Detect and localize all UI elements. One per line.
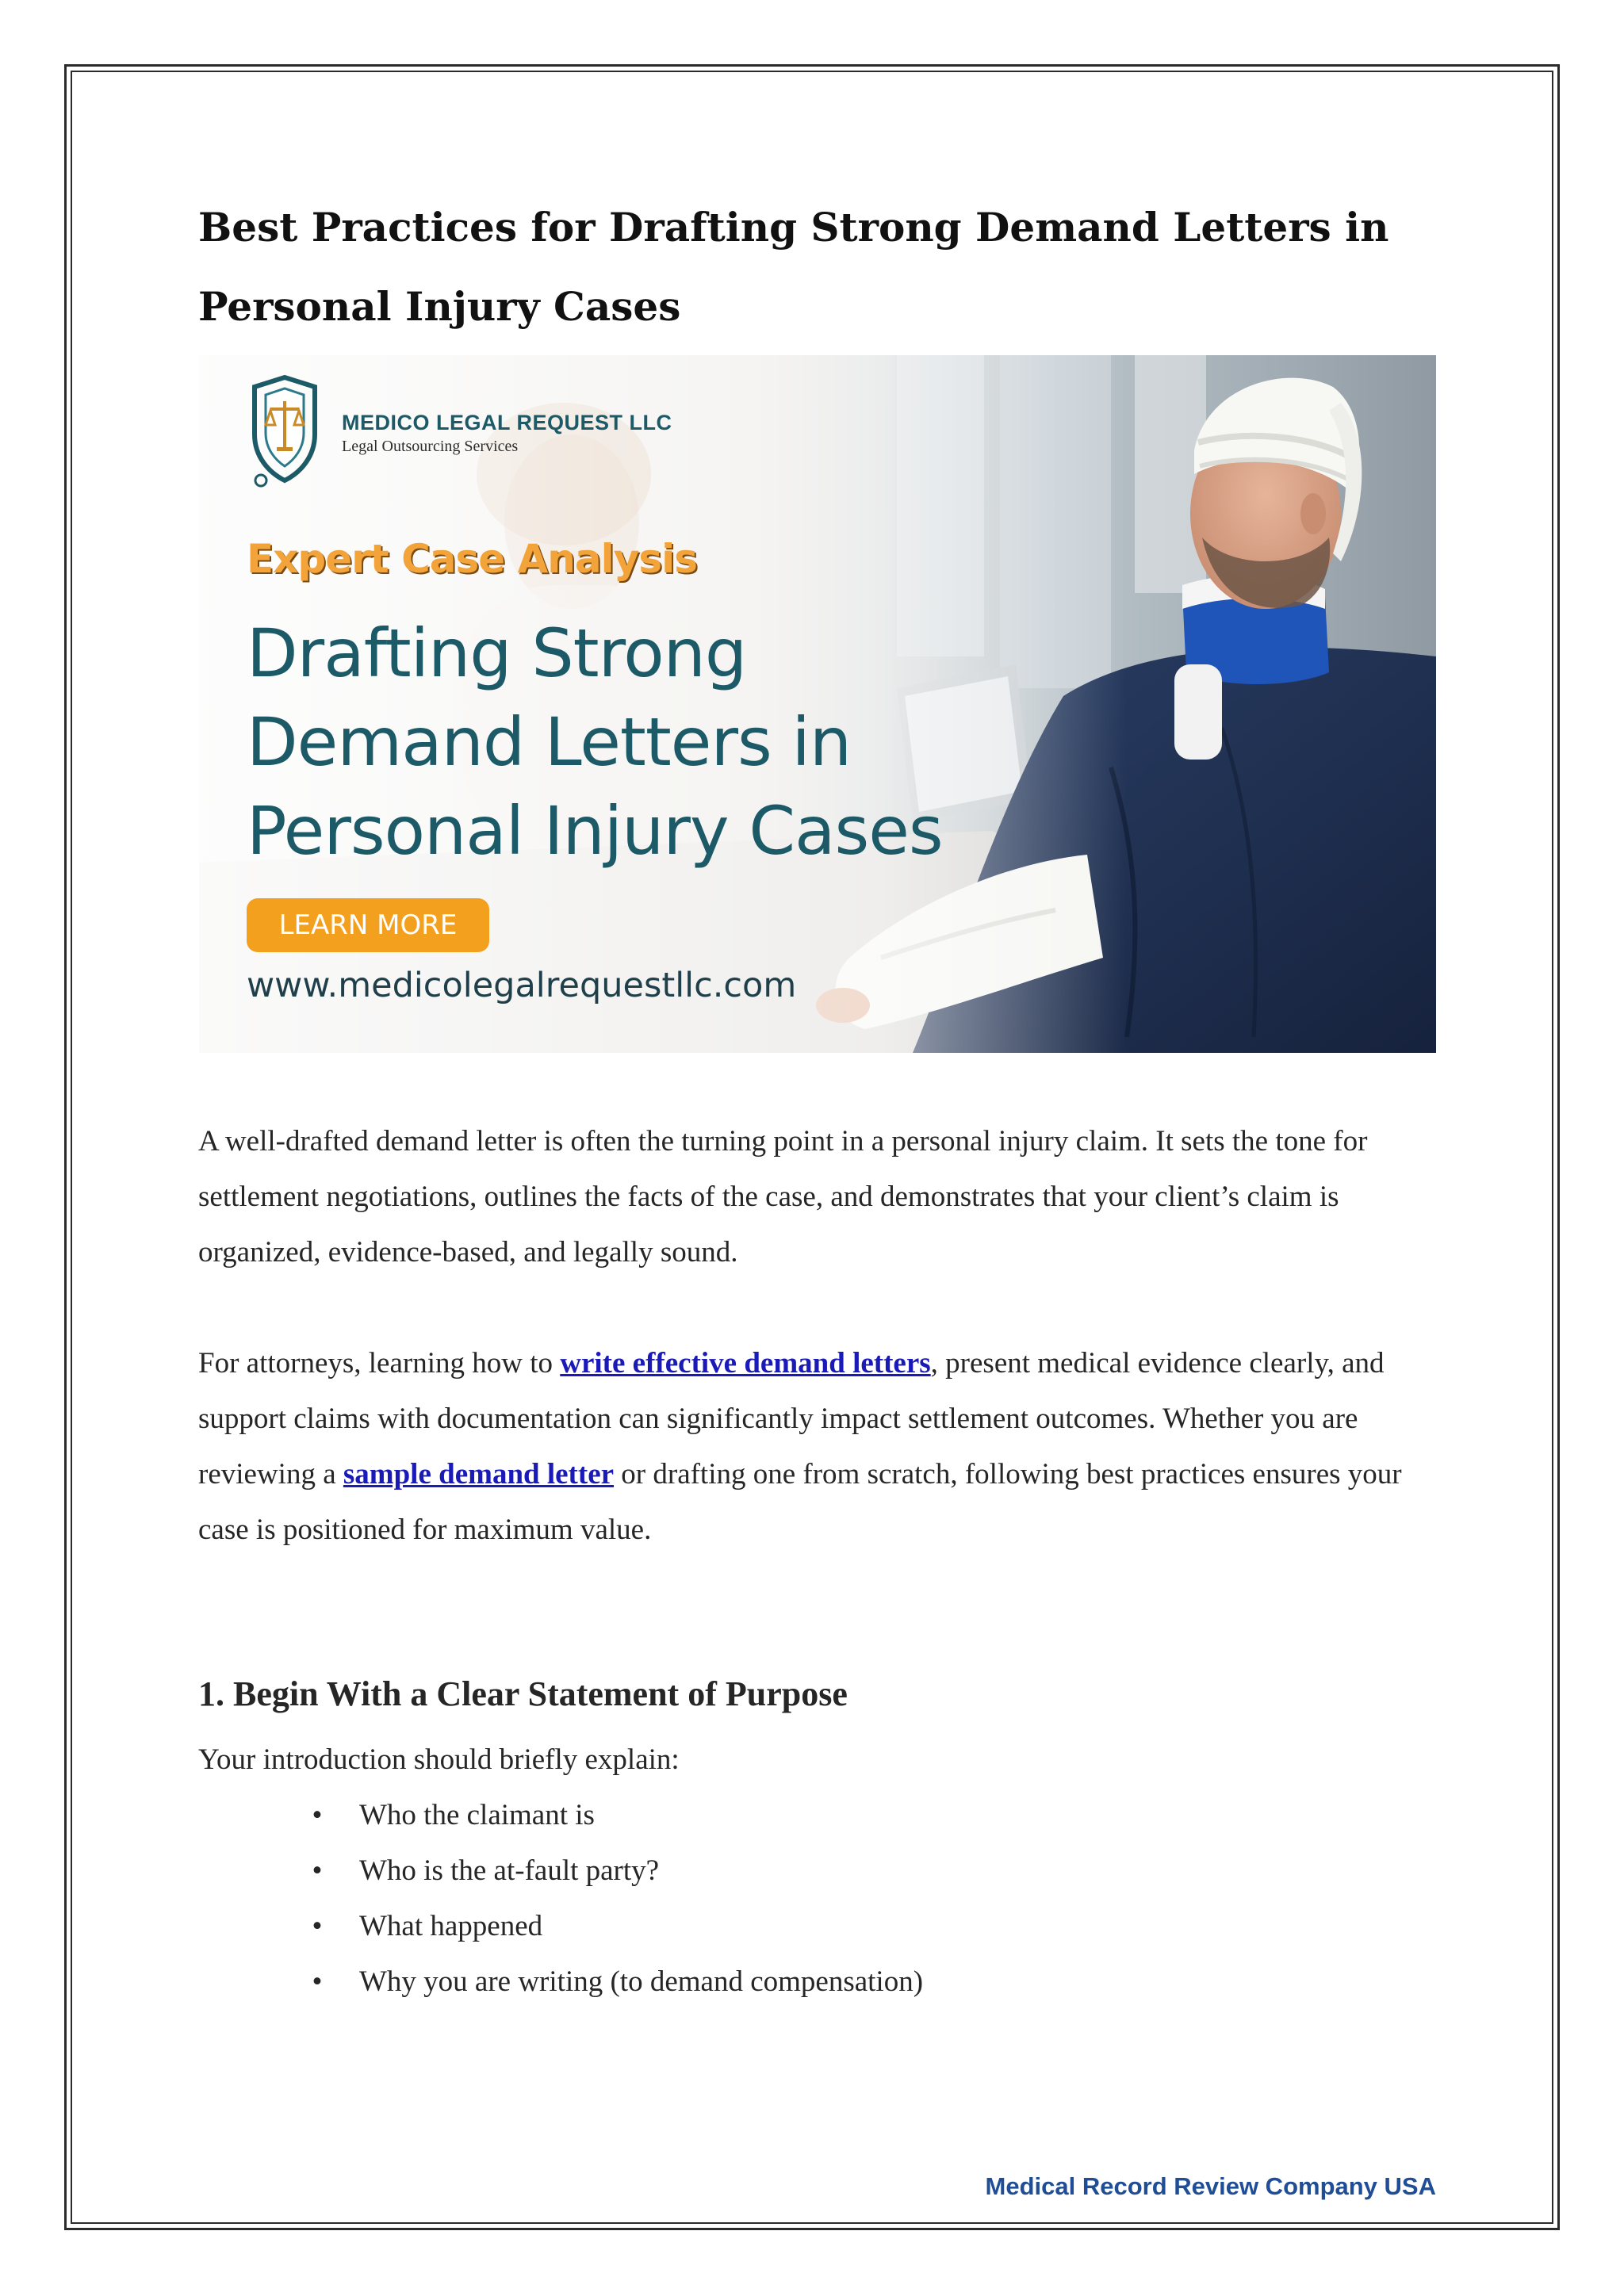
list-item-text: Why you are writing (to demand compensation)	[359, 1965, 924, 1998]
intro-paragraph: A well-drafted demand letter is often the turning point in a personal injury claim. It sets the tone for settlement negotiations, outlines the facts of the case, and demonstrates that your client’s claim is organized, evidence-based, and legally sound.	[198, 1125, 1368, 1269]
banner-headline-line-2: Demand Letters in	[247, 703, 852, 781]
learn-more-button[interactable]: LEARN MORE	[247, 898, 489, 952]
banner-headline	[247, 609, 943, 875]
bullet-icon: •	[312, 1854, 323, 1887]
list-item	[305, 1899, 923, 1954]
purpose-bullet-list	[305, 1788, 923, 2010]
banner-company-name: MEDICO LEGAL REQUEST LLC	[342, 411, 672, 434]
banner-company-tagline: Legal Outsourcing Services	[342, 438, 519, 455]
paragraph2-part2: , present medical evidence clearly, and support claims with documentation can significantly impact settlement outcomes. Whether you are reviewing a	[198, 1347, 1385, 1490]
paragraph2-part3: or drafting one from scratch, following best practices ensures your case is positioned for maximum value.	[198, 1458, 1402, 1546]
banner-headline-line-1: Drafting Strong	[247, 614, 747, 692]
list-item-text: What happened	[359, 1910, 543, 1942]
banner-eyebrow: Expert Case Analysis	[247, 536, 698, 582]
title-line-1: Best Practices for Drafting Strong Demand Letters in	[198, 204, 1389, 251]
write-effective-demand-letters-link[interactable]: write effective demand letters	[560, 1347, 931, 1380]
footer-company-name: Medical Record Review Company USA	[985, 2172, 1436, 2200]
section-1-heading: 1. Begin With a Clear Statement of Purpose	[198, 1674, 848, 1713]
attorneys-paragraph	[198, 1336, 1443, 1558]
bullet-icon: •	[312, 1799, 323, 1831]
paragraph2-part1: For attorneys, learning how to	[198, 1347, 561, 1380]
banner-url[interactable]: www.medicolegalrequestllc.com	[247, 966, 797, 1005]
list-item	[305, 1954, 923, 2010]
list-item-text: Who the claimant is	[359, 1799, 595, 1831]
bullet-icon: •	[312, 1965, 323, 1998]
section-1-intro: Your introduction should briefly explain:	[198, 1743, 680, 1776]
sample-demand-letter-link[interactable]: sample demand letter	[343, 1458, 615, 1490]
title-line-2: Personal Injury Cases	[198, 283, 681, 330]
list-item	[305, 1843, 923, 1899]
list-item	[305, 1788, 923, 1843]
banner-headline-line-3: Personal Injury Cases	[247, 792, 943, 870]
bullet-icon: •	[312, 1910, 323, 1942]
document-title	[198, 188, 1435, 346]
list-item-text: Who is the at-fault party?	[359, 1854, 660, 1887]
promo-banner[interactable]	[199, 355, 1436, 1053]
